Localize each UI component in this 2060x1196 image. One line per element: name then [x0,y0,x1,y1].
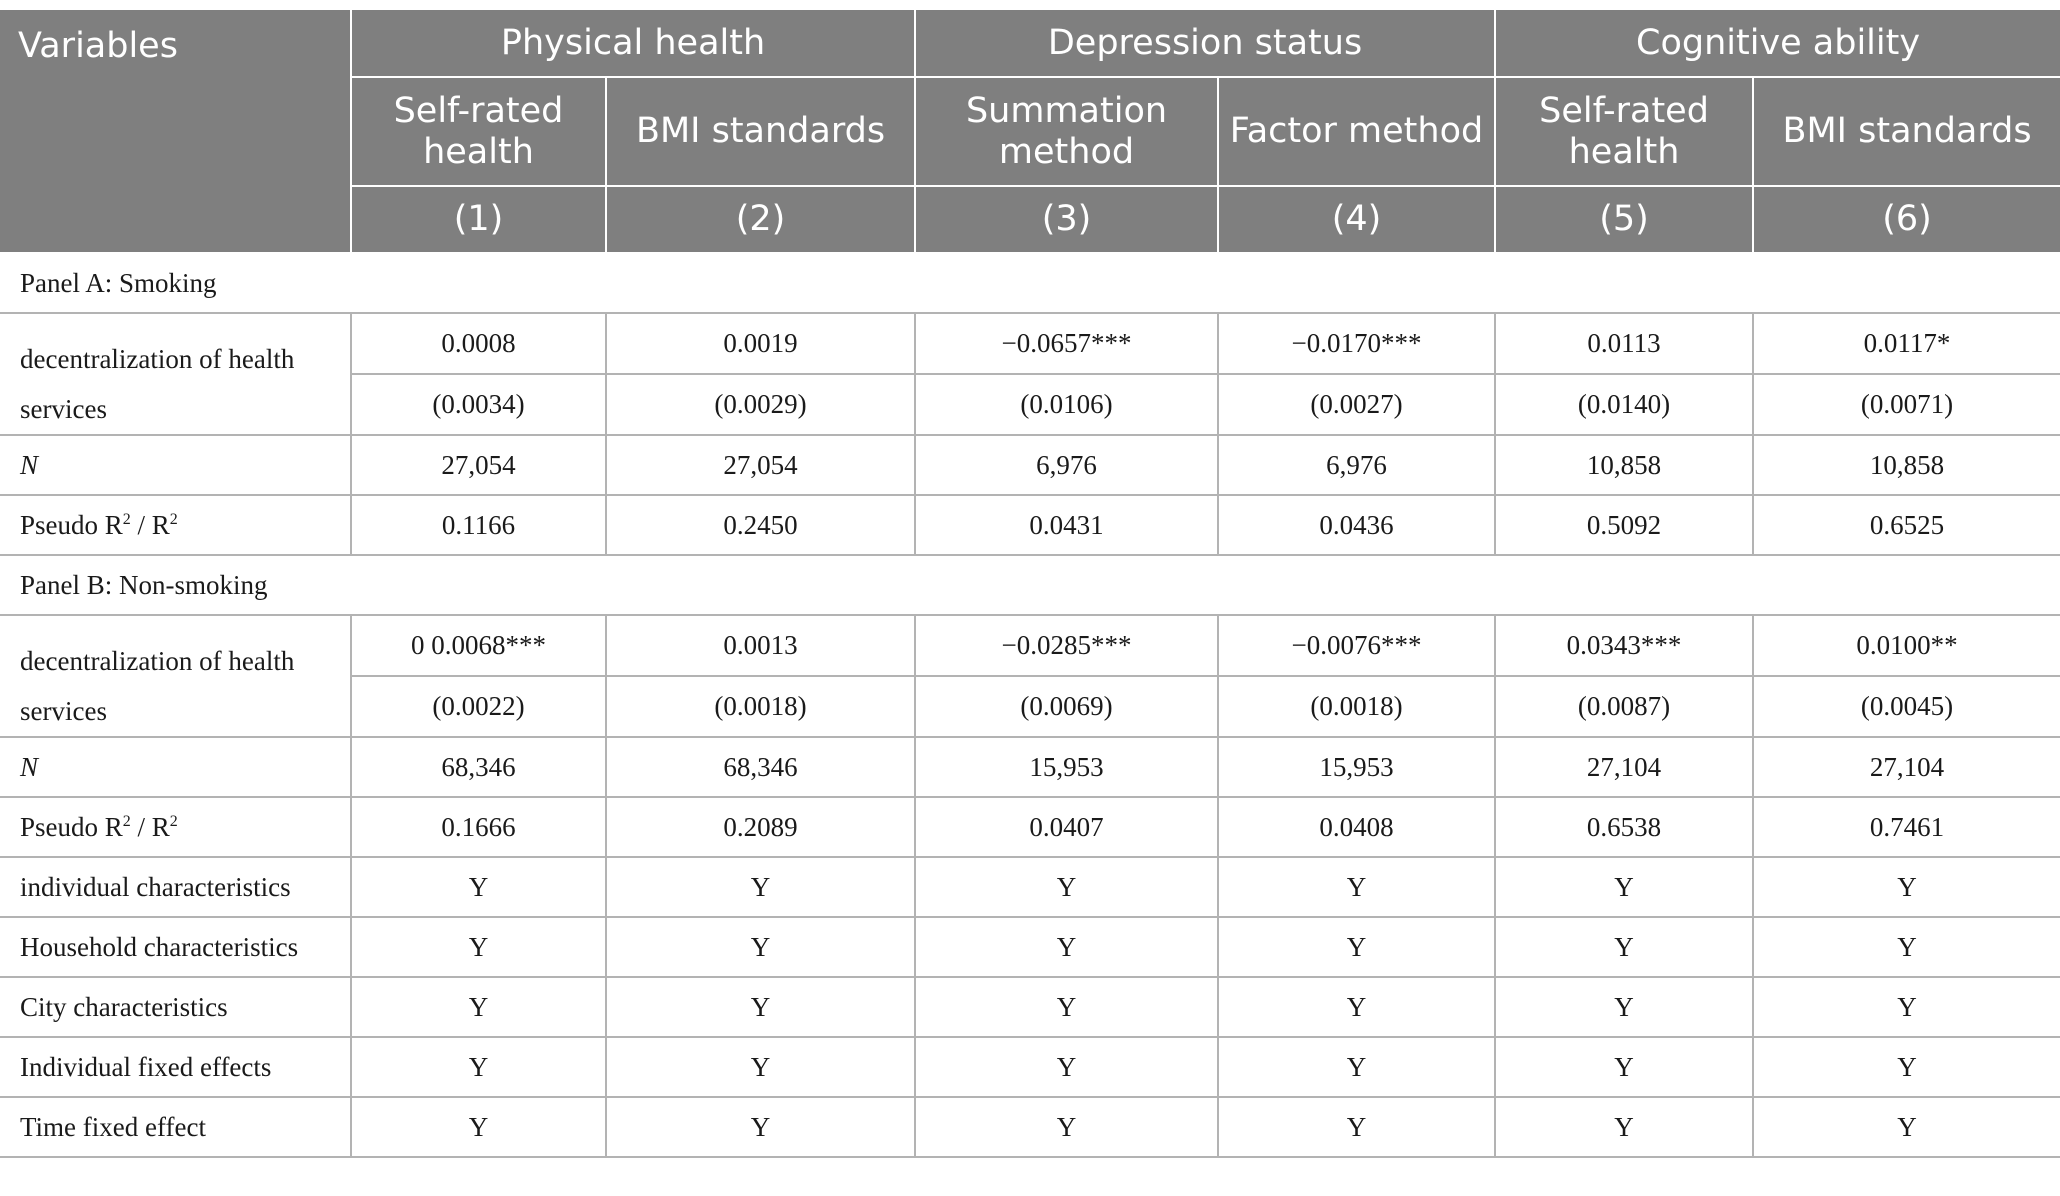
n-cell: 27,104 [1495,737,1753,797]
table-body [0,253,2060,1157]
se-cell: (0.0018) [606,676,915,737]
control-cell: Y [1218,1097,1495,1157]
group-cognitive-ability: Cognitive ability [1495,10,2060,77]
r2-label-b: / R [130,811,170,842]
row-label: N [0,737,351,797]
se-cell: (0.0034) [351,374,606,435]
r2-cell: 0.7461 [1753,797,2060,857]
r2-cell: 0.2450 [606,495,915,555]
r2-cell: 0.2089 [606,797,915,857]
control-cell: Y [1495,1097,1753,1157]
se-cell: (0.0029) [606,374,915,435]
control-cell: Y [1753,1097,2060,1157]
control-cell: Y [1495,857,1753,917]
control-cell: Y [606,857,915,917]
col-number-4: (4) [1218,186,1495,253]
r2-sup-a: 2 [122,510,131,528]
n-cell: 15,953 [1218,737,1495,797]
col-number-6: (6) [1753,186,2060,253]
coef-cell: 0 0.0068*** [351,615,606,676]
r2-cell: 0.0436 [1218,495,1495,555]
panel-b-title: Panel B: Non-smoking [0,555,2060,615]
panel-a-title: Panel A: Smoking [0,253,2060,313]
n-cell: 68,346 [351,737,606,797]
coef-cell: 0.0013 [606,615,915,676]
table-row [0,977,2060,1037]
row-label: Individual fixed effects [0,1037,351,1097]
control-cell: Y [915,917,1218,977]
control-cell: Y [1218,857,1495,917]
control-cell: Y [915,977,1218,1037]
group-physical-health: Physical health [351,10,915,77]
se-cell: (0.0106) [915,374,1218,435]
subhead-self-rated-health-2: Self-rated health [1495,77,1753,186]
col-number-5: (5) [1495,186,1753,253]
n-cell: 6,976 [915,435,1218,495]
subhead-summation-method: Summation method [915,77,1218,186]
r2-cell: 0.5092 [1495,495,1753,555]
row-label: decentralization of health services [0,313,351,435]
control-cell: Y [1753,1037,2060,1097]
control-cell: Y [1753,917,2060,977]
se-cell: (0.0045) [1753,676,2060,737]
coef-cell: 0.0343*** [1495,615,1753,676]
variables-header: Variables [0,10,351,253]
control-cell: Y [606,1097,915,1157]
r2-label-a: Pseudo R [20,509,123,540]
se-cell: (0.0140) [1495,374,1753,435]
col-number-2: (2) [606,186,915,253]
row-label: N [0,435,351,495]
control-cell: Y [1495,977,1753,1037]
control-cell: Y [351,857,606,917]
control-cell: Y [351,1037,606,1097]
group-depression-status: Depression status [915,10,1495,77]
table-row [0,857,2060,917]
table-row [0,435,2060,495]
control-cell: Y [351,1097,606,1157]
r2-cell: 0.1166 [351,495,606,555]
coef-cell: 0.0019 [606,313,915,374]
col-number-3: (3) [915,186,1218,253]
control-cell: Y [1495,917,1753,977]
control-cell: Y [1753,977,2060,1037]
control-cell: Y [606,977,915,1037]
subhead-factor-method: Factor method [1218,77,1495,186]
control-cell: Y [1218,977,1495,1037]
row-label [0,495,351,555]
subhead-bmi-standards-1: BMI standards [606,77,915,186]
table-row [0,917,2060,977]
r2-cell: 0.0407 [915,797,1218,857]
se-cell: (0.0071) [1753,374,2060,435]
row-label: individual characteristics [0,857,351,917]
r2-cell: 0.1666 [351,797,606,857]
control-cell: Y [1753,857,2060,917]
row-label [0,797,351,857]
r2-cell: 0.6538 [1495,797,1753,857]
coef-cell: 0.0008 [351,313,606,374]
r2-label-b: / R [130,509,170,540]
table-header [0,10,2060,253]
control-cell: Y [351,917,606,977]
panel-row [0,253,2060,313]
n-cell: 10,858 [1753,435,2060,495]
regression-table [0,10,2060,1158]
control-cell: Y [606,917,915,977]
subhead-bmi-standards-2: BMI standards [1753,77,2060,186]
r2-cell: 0.6525 [1753,495,2060,555]
r2-sup-b: 2 [169,812,178,830]
control-cell: Y [606,1037,915,1097]
panel-row [0,555,2060,615]
coef-cell: −0.0076*** [1218,615,1495,676]
row-label: decentralization of health services [0,615,351,737]
n-cell: 15,953 [915,737,1218,797]
coef-cell: 0.0113 [1495,313,1753,374]
table-row [0,797,2060,857]
se-cell: (0.0022) [351,676,606,737]
control-cell: Y [915,1097,1218,1157]
table-row [0,495,2060,555]
n-cell: 68,346 [606,737,915,797]
coef-cell: −0.0657*** [915,313,1218,374]
coef-cell: −0.0285*** [915,615,1218,676]
n-cell: 27,054 [351,435,606,495]
row-label: Time fixed effect [0,1097,351,1157]
table-row [0,1097,2060,1157]
control-cell: Y [1495,1037,1753,1097]
table-row [0,615,2060,676]
table-row [0,313,2060,374]
n-cell: 10,858 [1495,435,1753,495]
coef-cell: 0.0100** [1753,615,2060,676]
r2-cell: 0.0408 [1218,797,1495,857]
control-cell: Y [351,977,606,1037]
r2-cell: 0.0431 [915,495,1218,555]
n-cell: 27,054 [606,435,915,495]
coef-cell: −0.0170*** [1218,313,1495,374]
row-label: City characteristics [0,977,351,1037]
se-cell: (0.0069) [915,676,1218,737]
r2-label-a: Pseudo R [20,811,123,842]
se-cell: (0.0018) [1218,676,1495,737]
n-cell: 27,104 [1753,737,2060,797]
n-cell: 6,976 [1218,435,1495,495]
table-row [0,737,2060,797]
subhead-self-rated-health-1: Self-rated health [351,77,606,186]
r2-sup-a: 2 [122,812,131,830]
control-cell: Y [915,1037,1218,1097]
control-cell: Y [915,857,1218,917]
control-cell: Y [1218,1037,1495,1097]
se-cell: (0.0027) [1218,374,1495,435]
row-label: Household characteristics [0,917,351,977]
col-number-1: (1) [351,186,606,253]
coef-cell: 0.0117* [1753,313,2060,374]
se-cell: (0.0087) [1495,676,1753,737]
control-cell: Y [1218,917,1495,977]
r2-sup-b: 2 [169,510,178,528]
table-row [0,1037,2060,1097]
